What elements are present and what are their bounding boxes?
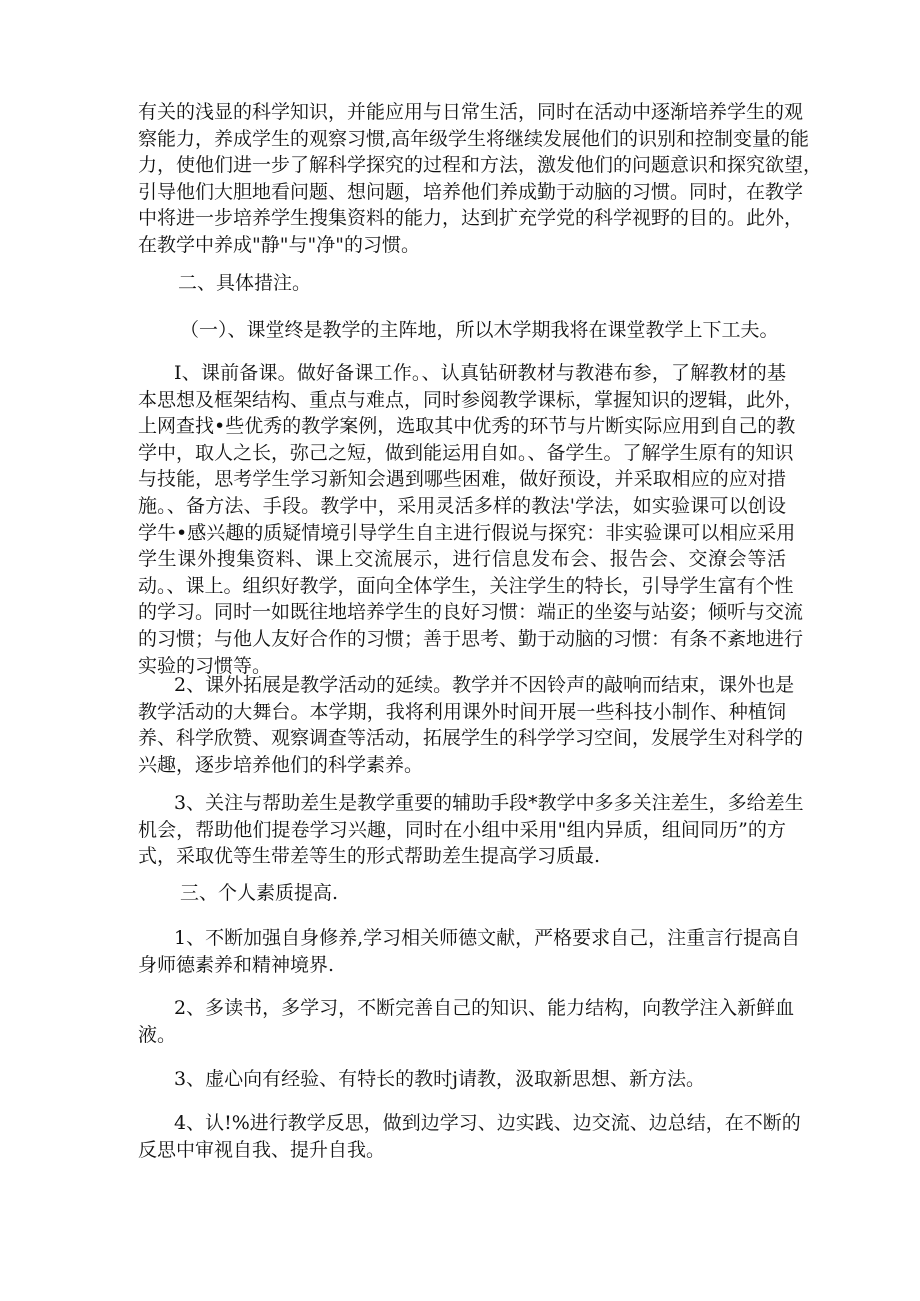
text-line: 上网查找•些优秀的教学案例，选取其中优秀的环节与片断实际应用到自己的教: [138, 415, 796, 438]
text-line: 3、虚心向有经验、有特长的教时j请教，汲取新思想、新方法。: [174, 1068, 705, 1090]
section-heading-personal: [180, 880, 828, 907]
text-line: 反思中审视自我、提升自我。: [138, 1138, 386, 1161]
text-line: 2、课外拓展是教学活动的延续。教学并不因铃声的敲响而结束，课外也是: [174, 674, 795, 696]
text-line: 3、关注与帮助差生是教学重要的辅助手段*教学中多多关注差生，多给差生: [174, 792, 804, 814]
heading-text: 二、具体措注。: [178, 272, 312, 294]
text-line: 察能力，养成学生的观察习惯,高年级学生将继续发展他们的识别和控制变量的能: [138, 127, 810, 150]
item-help-weak-students: [138, 790, 804, 870]
text-line: 教学活动的大舞台。本学期，我将利用课外时间开展一些科技小制作、种植饲: [138, 700, 786, 723]
text-line: 中将进一步培养学生搜集资料的能力，达到扩充学党的科学视野的目的。此外，: [138, 207, 804, 230]
text-line: 有关的浅显的科学知识，并能应用与日常生活，同时在活动中逐渐培养学生的观: [138, 101, 804, 123]
text-line: I、课前备课。做好备课工作。、认真钻研教材与教港布参，了解教材的基: [174, 362, 786, 384]
text-line: 学中，取人之长，弥己之短，做到能运用自如。、备学生。了解学生原有的知识: [138, 441, 794, 464]
text-line: 与技能，思考学生学习新知会遇到哪些困难，做好预设，并采取相应的应对措: [138, 468, 786, 491]
item-consult-experienced: [138, 1066, 786, 1093]
text-line: 1、不断加强自身修养,学习相关师德文献，严格要求自己，注重言行提高自: [174, 927, 801, 949]
text-line: 在教学中养成"静"与"净"的习惯。: [138, 233, 420, 256]
text-line: 的学习。同时一如既往地培养学生的良好习惯：端正的坐姿与站姿；倾听与交流: [138, 601, 804, 624]
intro-paragraph: [138, 99, 823, 259]
item-lesson-preparation: [138, 360, 804, 679]
text-line: 的习惯；与他人友好合作的习惯；善于思考、勤于动脑的习惯：有条不紊地进行: [138, 627, 804, 650]
section-heading-measures: [178, 270, 826, 297]
text-line: 引导他们大胆地看问题、想问题，培养他们养成勤于动脑的习惯。同时，在教学: [138, 180, 804, 203]
text-line: 动。、课上。组织好教学，面向全体学生，关注学生的特长，引导学生富有个性: [138, 574, 794, 597]
item-extracurricular: [138, 672, 804, 778]
text-line: 式，采取优等生带差等生的形式帮助差生提高学习质最.: [138, 845, 601, 868]
text-line: 液。: [138, 1023, 177, 1046]
heading-text: （一）、课堂终是教学的主阵地，所以木学期我将在课堂教学上下工夫。: [180, 319, 779, 341]
text-line: 兴趣，逐步培养他们的科学素养。: [138, 753, 424, 776]
subsection-heading-classroom: [180, 317, 780, 344]
text-line: 实验的习惯等。: [138, 654, 272, 677]
text-line: 身师德素养和精神境界.: [138, 953, 335, 976]
text-line: 4、认!%进行教学反思，做到边学习、边实践、边交流、边总结，在不断的: [174, 1112, 801, 1134]
text-line: 施。、备方法、手段。教学中，采用灵活多样的教法'学法，如实验课可以创设: [138, 494, 786, 517]
text-line: 学生课外搜集资料、课上交流展示，进行信息发布会、报告会、交潦会等活: [138, 548, 786, 571]
text-line: 机会，帮助他们提卷学习兴趣，同时在小组中采用"组内异质，组间同历”的方: [138, 818, 786, 841]
item-reflection: [138, 1110, 801, 1163]
text-line: 学牛•感兴趣的质疑情境引导学生自主进行假说与探究：非实验课可以相应采用: [138, 521, 796, 544]
text-line: 2、多读书，多学习，不断完善自己的知识、能力结构，向教学注入新鲜血: [174, 997, 795, 1019]
text-line: 养、科学欣赞、观察调查等活动，拓展学生的科学学习空间，发展学生对科学的: [138, 727, 804, 750]
item-reading: [138, 995, 795, 1048]
text-line: 本思想及框架结构、重点与难点，同时参阅教学课标，掌握知识的逻辑，此外，: [138, 388, 804, 411]
item-self-cultivation: [138, 925, 801, 978]
text-line: 力，使他们进一步了解科学探究的过程和方法，激发他们的问题意识和探究欲望，: [138, 154, 823, 177]
heading-text: 三、个人素质提高.: [180, 882, 339, 904]
